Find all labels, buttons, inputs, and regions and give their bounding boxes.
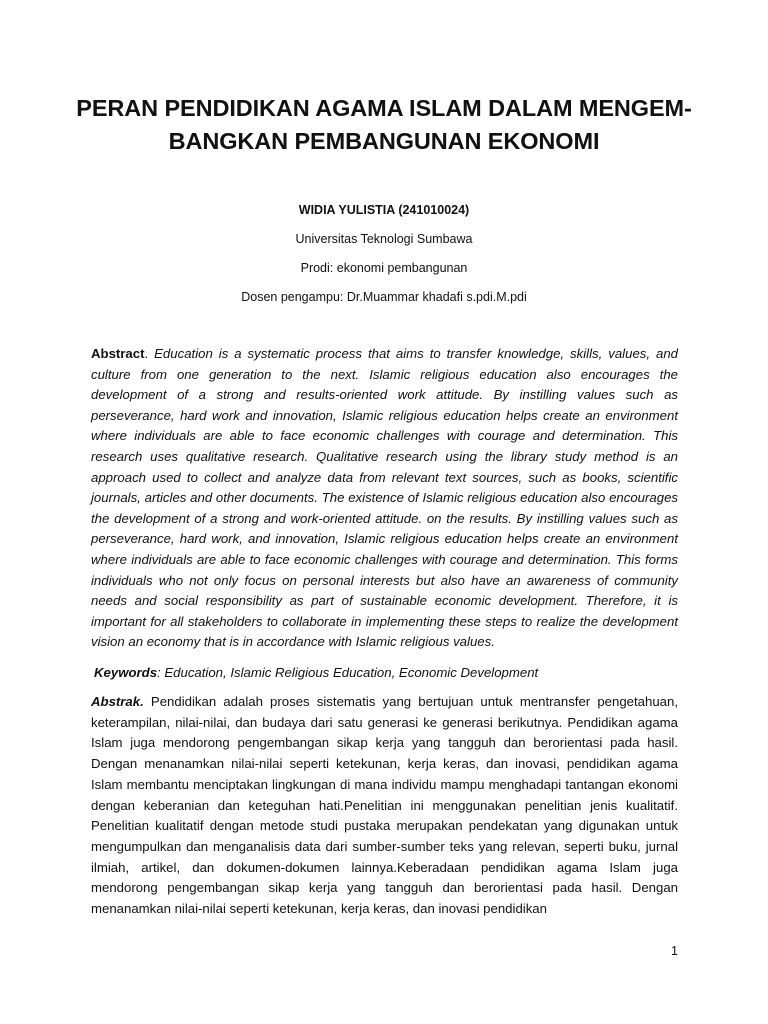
- study-program: Prodi: ekonomi pembangunan: [300, 261, 468, 275]
- keywords-text: : Education, Islamic Religious Education, Economic Development: [157, 665, 539, 680]
- abstract-indonesian-text: Pendidikan adalah proses sistematis yang bertujuan untuk mentransfer pengetahuan, keterampilan, nilai-nilai, dan budaya dari satu generasi ke generasi berikutnya. Pendidikan agama Islam juga mendorong pengembangan sikap kerja yang tangguh dan berorientasi pada hasil. Dengan menanamkan nilai-nilai seperti ketekunan, kerja keras, dan inovasi, pendidikan agama Islam membantu menciptakan lingkungan di mana individu mampu menghadapi tantangan ekonomi dengan keberanian dan keteguhan hati.Penelitian ini menggunakan penelitian jenis kualitatif. Penelitian kualitatif dengan metode studi pustaka merupakan pendekatan yang digunakan untuk mengumpulkan dan menganalisis data dari sumber-sumber teks yang relevan, seperti buku, jurnal ilmiah, artikel, dan dokumen-dokumen lainnya.Keberadaan pendidikan agama Islam juga mendorong pengembangan sikap kerja yang tangguh dan berorientasi pada hasil. Dengan menanamkan nilai-nilai seperti ketekunan, kerja keras, dan inovasi pendidikan: [91, 694, 678, 917]
- abstract-english: [91, 344, 678, 653]
- paper-title-line-1: PERAN PENDIDIKAN AGAMA ISLAM DALAM MENGEM-: [76, 95, 692, 121]
- abstract-indonesian-label: Abstrak.: [91, 694, 144, 709]
- keywords: [94, 664, 678, 682]
- paper-title: [60, 92, 708, 158]
- paper-title-line-2: BANGKAN PEMBANGUNAN EKONOMI: [168, 128, 600, 154]
- abstract-english-text: Education is a systematic process that aims to transfer knowledge, skills, values, and culture from one generation to the next. Islamic religious education also encourages the development of a strong and results-oriented work attitude. By instilling values such as perseverance, hard work and innovation, Islamic religious education helps create an environment where individuals are able to face economic challenges with courage and determination. This research uses qualitative research. Qualitative research using the library study method is an approach used to collect and analyze data from relevant text sources, such as books, scientific journals, articles and other documents. The existence of Islamic religious education also encourages the development of a strong and work-oriented attitude. on the results. By instilling values such as perseverance, hard work, and innovation, Islamic religious education helps create an environment where individuals are able to face economic challenges with courage and determination. This forms individuals who not only focus on personal interests but also have an awareness of community needs and social responsibility as part of sustainable economic development. Therefore, it is important for all stakeholders to collaborate in implementing these steps to realize the development vision an economy that is in accordance with Islamic religious values.: [91, 346, 678, 650]
- abstract-english-label-punct: .: [144, 346, 155, 361]
- page-number: 1: [671, 944, 678, 958]
- author-name: WIDIA YULISTIA (241010024): [298, 203, 470, 217]
- abstract-english-label: Abstract: [91, 346, 145, 361]
- keywords-label: Keywords: [94, 665, 158, 680]
- lecturer: Dosen pengampu: Dr.Muammar khadafi s.pdi.M.pdi: [241, 290, 527, 304]
- author-affiliation: Universitas Teknologi Sumbawa: [295, 232, 473, 246]
- abstract-indonesian: [91, 692, 678, 920]
